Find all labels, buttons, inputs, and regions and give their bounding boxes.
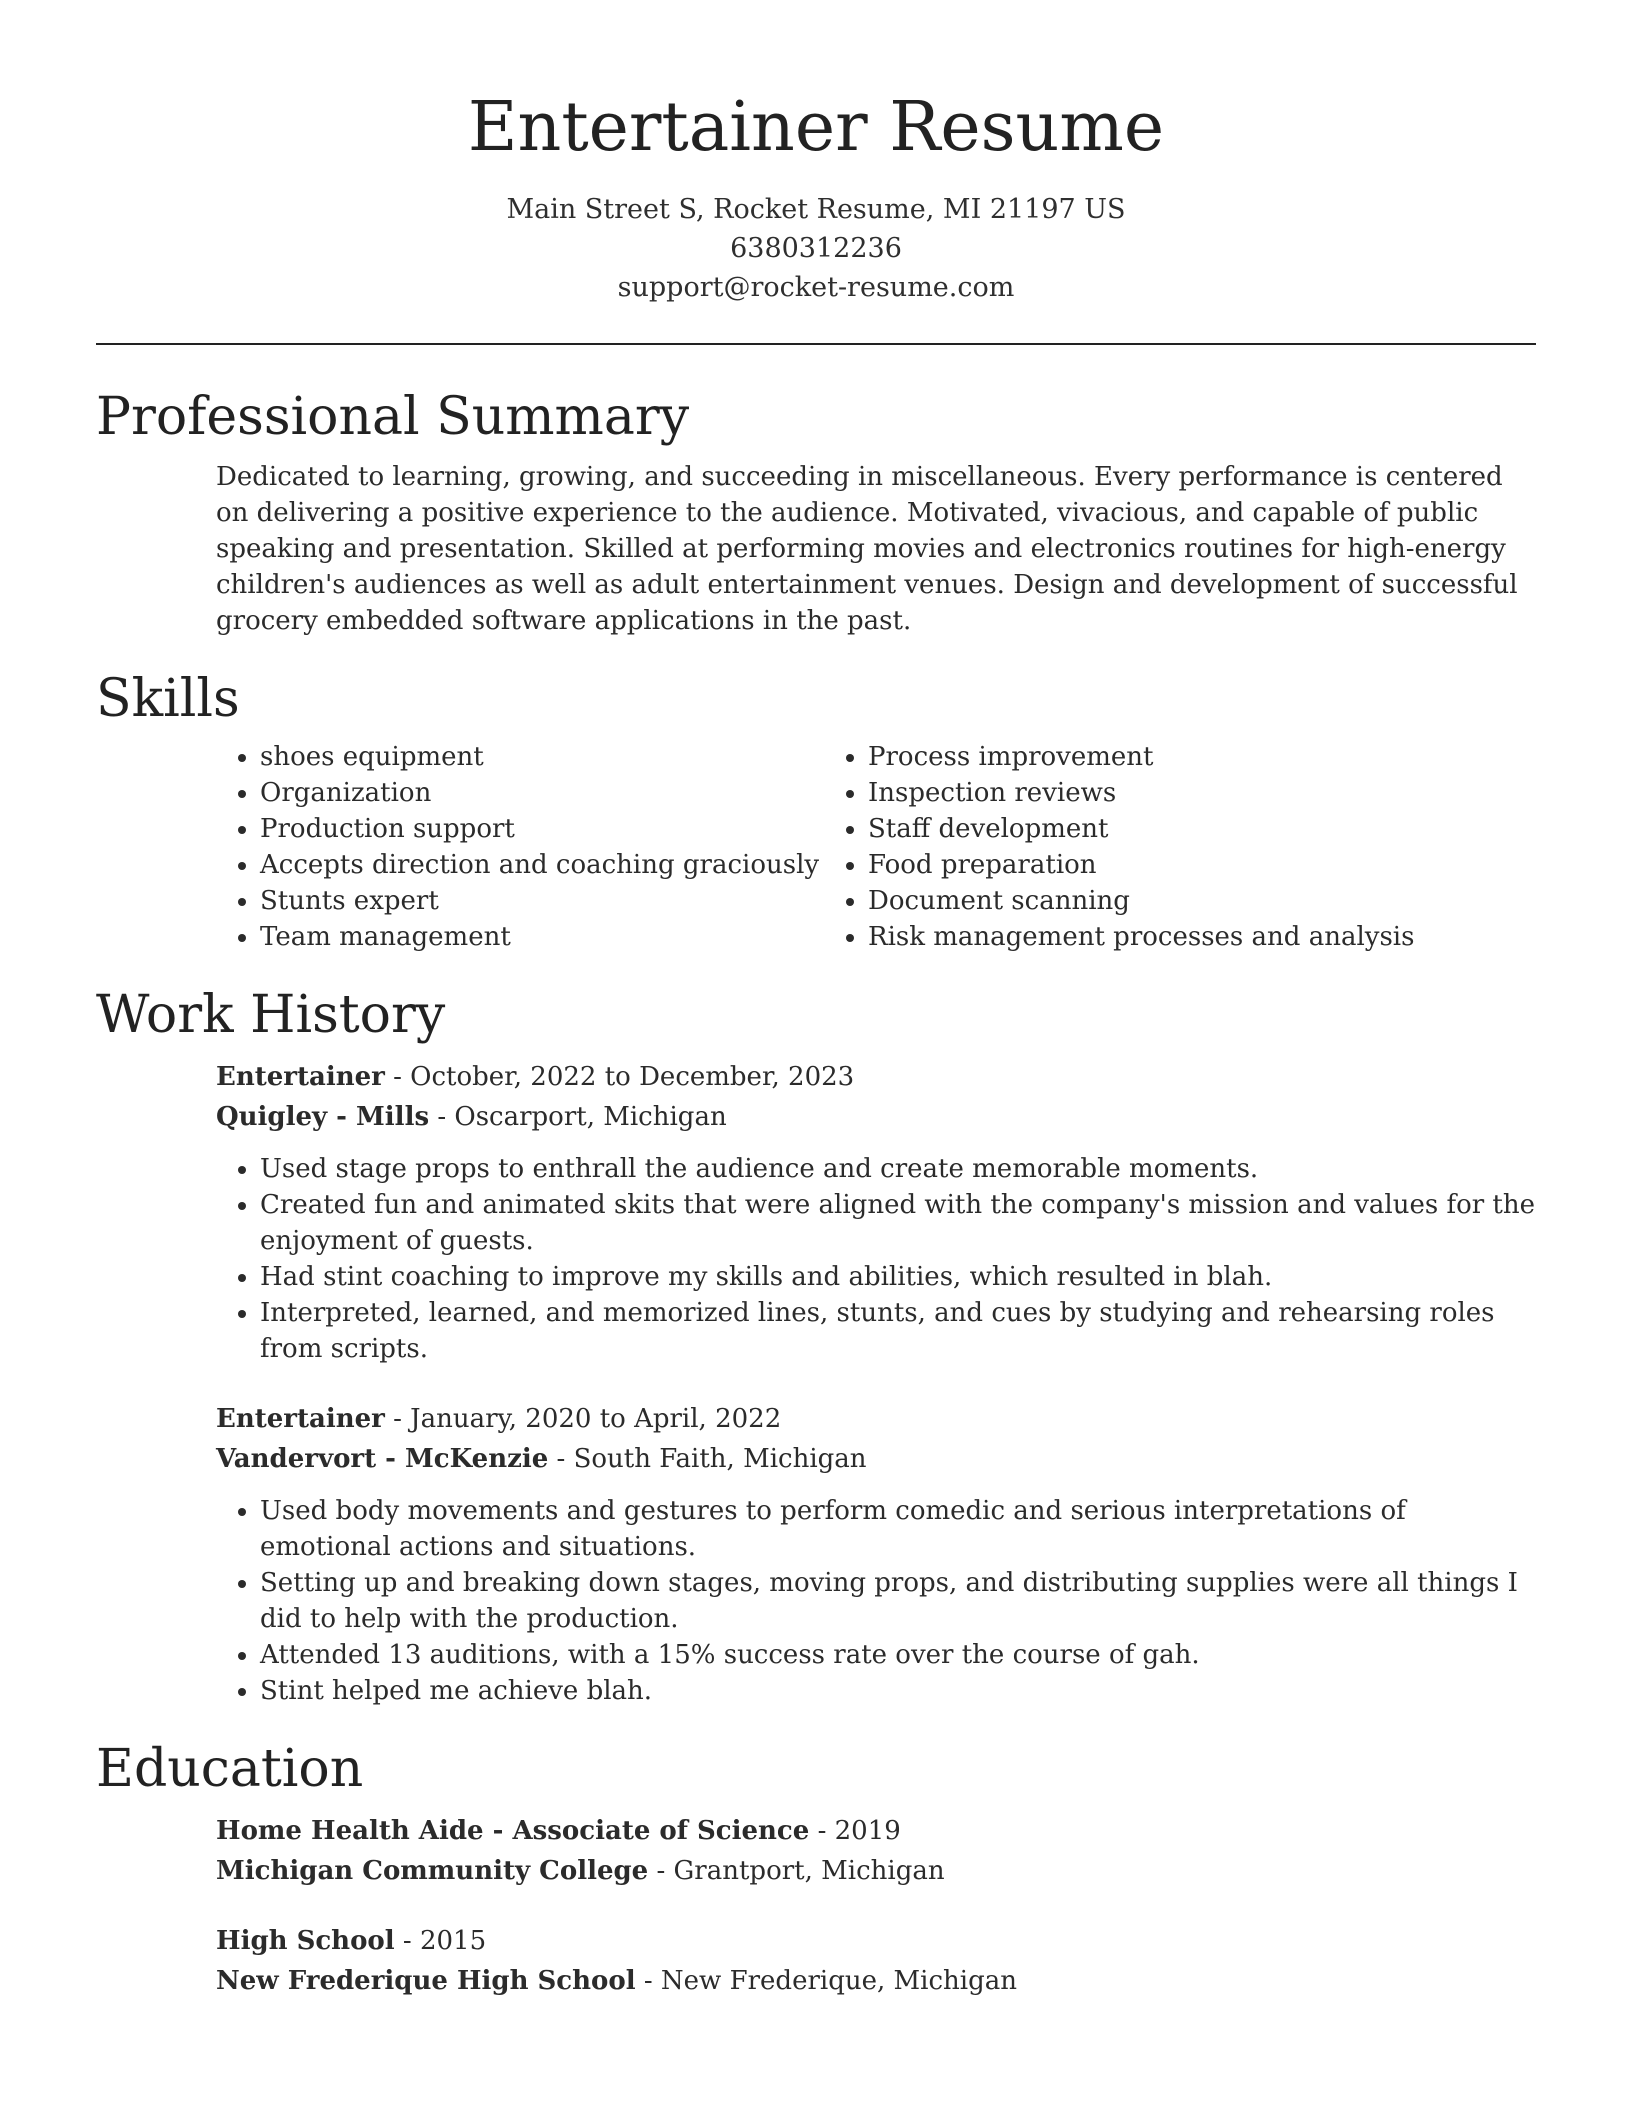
job-dates: - January, 2020 to April, 2022 xyxy=(384,1404,782,1434)
skill-item: • Production support xyxy=(260,811,824,847)
job-company-line xyxy=(216,1439,1536,1479)
job-bullet: • Interpreted, learned, and memorized lines, stunts, and cues by studying and rehearsing roles from scripts. xyxy=(260,1295,1536,1367)
summary-text: Dedicated to learning, growing, and succeeding in miscellaneous. Every performance is centered on delivering a positive experience to the audience. Motivated, vivacious, and capable of public speaking and presentation. Skilled at performing movies and electronics routines for high-energy children's audiences as well as adult entertainment venues. Design and development of successful grocery embedded software applications in the past. xyxy=(216,462,1518,636)
skills-grid xyxy=(216,739,1536,955)
job-role: Entertainer xyxy=(216,1404,385,1434)
work-history-section xyxy=(96,981,1536,1709)
skill-item: • Food preparation xyxy=(868,847,1536,883)
job-location: - Oscarport, Michigan xyxy=(429,1102,727,1132)
skill-item: • Process improvement xyxy=(868,739,1536,775)
education-location: - New Frederique, Michigan xyxy=(635,1966,1017,1996)
skill-item: • Document scanning xyxy=(868,883,1536,919)
education-heading: Education xyxy=(96,1739,364,1799)
education-entry xyxy=(216,1811,1536,1891)
job-entry xyxy=(216,1399,1536,1709)
job-role: Entertainer xyxy=(216,1062,385,1092)
skill-item: • Inspection reviews xyxy=(868,775,1536,811)
education-section xyxy=(96,1735,1536,2001)
job-bullet: • Setting up and breaking down stages, moving props, and distributing supplies were all things I did to help with the production. xyxy=(260,1565,1536,1637)
education-year: - 2015 xyxy=(394,1926,487,1956)
job-company: Vandervort - McKenzie xyxy=(216,1444,549,1474)
work-history-heading: Work History xyxy=(96,985,446,1045)
job-bullet: • Had stint coaching to improve my skills and abilities, which resulted in blah. xyxy=(260,1259,1536,1295)
education-year: - 2019 xyxy=(809,1816,901,1846)
job-company-line xyxy=(216,1097,1536,1137)
education-school: Michigan Community College xyxy=(216,1856,649,1886)
education-school-line xyxy=(216,1961,1536,2001)
job-bullet: • Stint helped me achieve blah. xyxy=(260,1673,1536,1709)
skill-item: • Risk management processes and analysis xyxy=(868,919,1536,955)
job-bullet: • Created fun and animated skits that were aligned with the company's mission and values for the enjoyment of guests. xyxy=(260,1187,1536,1259)
skills-section xyxy=(96,665,1536,955)
skill-item: • Accepts direction and coaching graciously xyxy=(260,847,824,883)
summary-section xyxy=(96,383,1536,639)
job-company: Quigley - Mills xyxy=(216,1102,430,1132)
skills-list-left xyxy=(216,739,824,955)
education-degree-line xyxy=(216,1921,1536,1961)
job-bullet: • Used body movements and gestures to perform comedic and serious interpretations of emotional actions and situations. xyxy=(260,1493,1536,1565)
contact-email: support@rocket-resume.com xyxy=(617,272,1015,303)
education-location: - Grantport, Michigan xyxy=(648,1856,945,1886)
skill-item: • Team management xyxy=(260,919,824,955)
resume-title: Entertainer Resume xyxy=(467,88,1165,167)
contact-block xyxy=(96,190,1536,307)
skill-item: • shoes equipment xyxy=(260,739,824,775)
job-bullets xyxy=(216,1151,1536,1367)
education-entry xyxy=(216,1921,1536,2001)
skills-heading: Skills xyxy=(96,669,240,729)
job-bullet: • Attended 13 auditions, with a 15% success rate over the course of gah. xyxy=(260,1637,1536,1673)
skill-item: • Stunts expert xyxy=(260,883,824,919)
education-degree: Home Health Aide - Associate of Science xyxy=(216,1816,810,1846)
header-divider xyxy=(96,343,1536,345)
skill-item: • Staff development xyxy=(868,811,1536,847)
job-title-line xyxy=(216,1057,1536,1097)
contact-phone: 6380312236 xyxy=(730,233,902,264)
job-bullet: • Used stage props to enthrall the audience and create memorable moments. xyxy=(260,1151,1536,1187)
education-degree-line xyxy=(216,1811,1536,1851)
job-title-line xyxy=(216,1399,1536,1439)
job-bullets xyxy=(216,1493,1536,1709)
summary-heading: Professional Summary xyxy=(96,387,690,447)
skill-item: • Organization xyxy=(260,775,824,811)
job-location: - South Faith, Michigan xyxy=(548,1444,867,1474)
job-entry xyxy=(216,1057,1536,1367)
education-school: New Frederique High School xyxy=(216,1966,636,1996)
skills-list-right xyxy=(824,739,1536,955)
job-dates: - October, 2022 to December, 2023 xyxy=(384,1062,855,1092)
education-degree: High School xyxy=(216,1926,395,1956)
contact-address: Main Street S, Rocket Resume, MI 21197 US xyxy=(506,194,1126,225)
resume-header xyxy=(96,84,1536,307)
education-school-line xyxy=(216,1851,1536,1891)
